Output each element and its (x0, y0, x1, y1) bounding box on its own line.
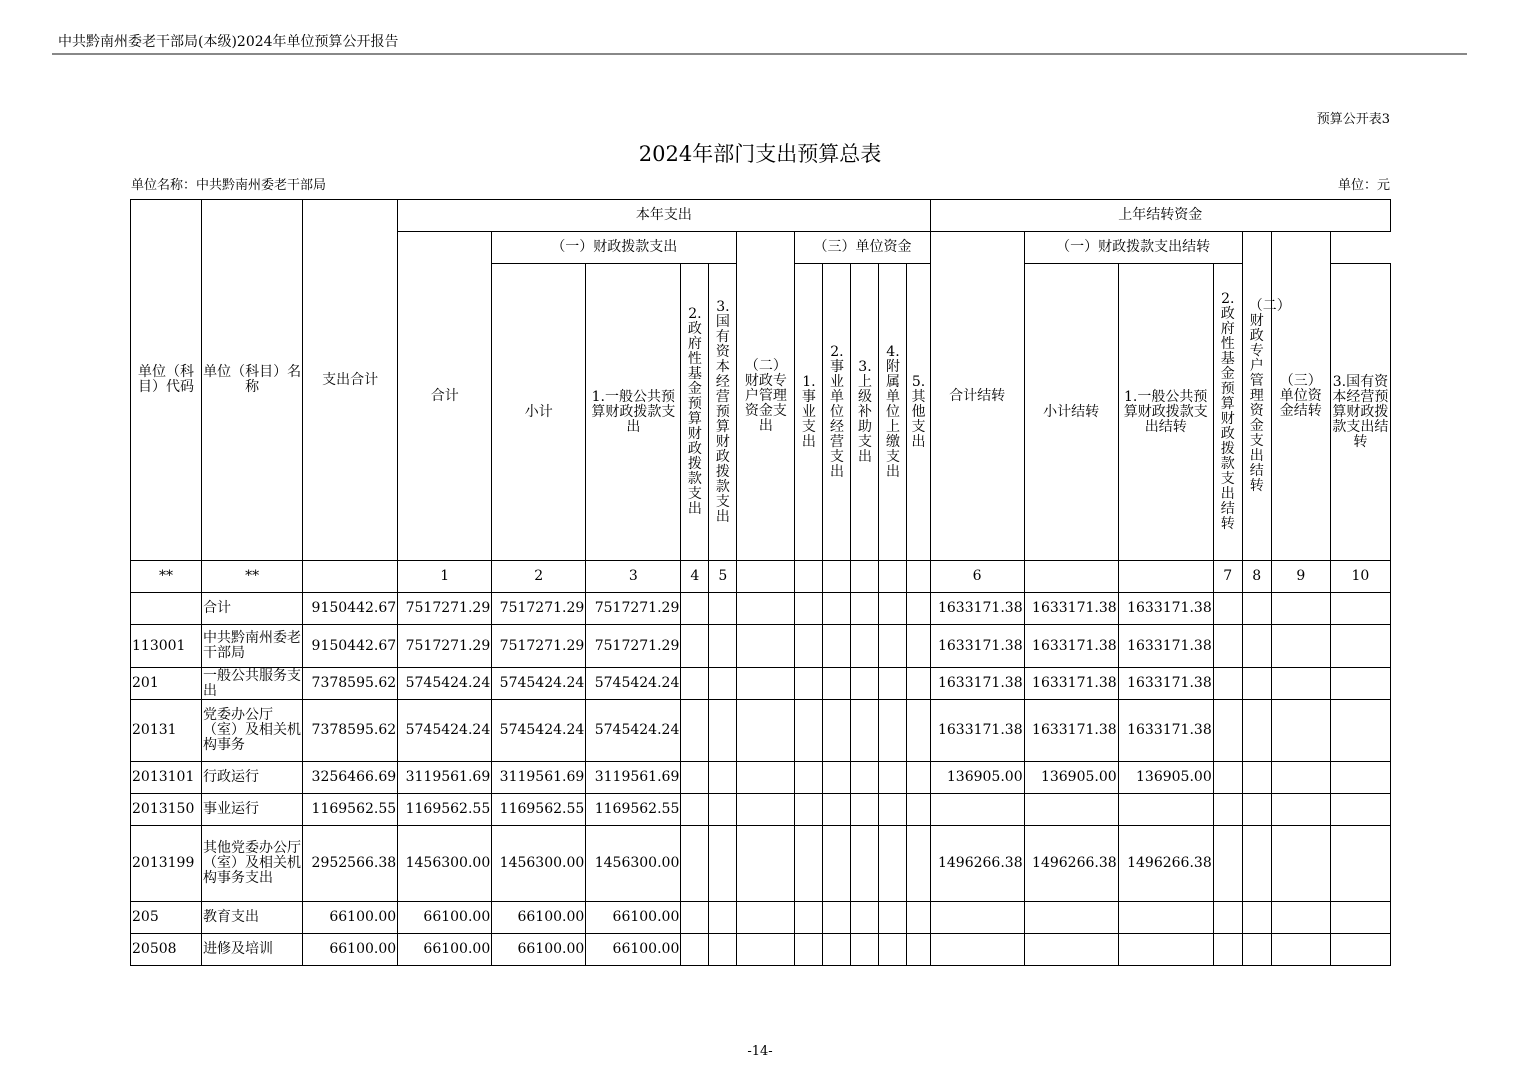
amount-cell (737, 762, 795, 794)
row-code: 205 (131, 902, 202, 934)
header-cy-unit: （三）单位资金 (795, 232, 930, 264)
row-name: 合计 (202, 593, 303, 625)
header-prior-carryover: 上年结转资金 (930, 200, 1390, 232)
amount-cell: 1169562.55 (492, 794, 586, 826)
index-cell: 10 (1330, 561, 1390, 593)
amount-cell (1242, 625, 1271, 668)
header-pc-fiscal: （一）财政拨款支出结转 (1024, 232, 1242, 264)
page-number: -14- (747, 1044, 773, 1059)
amount-cell (907, 593, 930, 625)
amount-cell (681, 762, 709, 794)
amount-cell (907, 668, 930, 700)
amount-cell (907, 700, 930, 762)
amount-cell: 7517271.29 (492, 625, 586, 668)
amount-cell (879, 593, 907, 625)
form-number: 预算公开表3 (1316, 112, 1390, 127)
row-name: 一般公共服务支出 (203, 667, 302, 699)
amount-cell (709, 902, 737, 934)
amount-cell: 1496266.38 (1118, 826, 1213, 902)
amount-cell: 7517271.29 (586, 625, 681, 668)
amount-cell (709, 593, 737, 625)
amount-cell: 1456300.00 (586, 826, 681, 902)
page-header: 中共黔南州委老干部局(本级)2024年单位预算公开报告 (58, 34, 399, 50)
amount-cell (879, 902, 907, 934)
amount-cell: 66100.00 (398, 902, 492, 934)
amount-cell (1024, 794, 1118, 826)
amount-cell (823, 794, 851, 826)
header-code: 单位（科目）代码 (131, 200, 202, 561)
amount-cell (879, 934, 907, 966)
index-cell (851, 561, 879, 593)
amount-cell (1271, 934, 1330, 966)
header-pc-general: 1.一般公共预算财政拨款支出结转 (1118, 264, 1213, 561)
amount-cell (737, 826, 795, 902)
amount-cell (1213, 625, 1242, 668)
amount-cell (795, 934, 823, 966)
amount-cell (1271, 625, 1330, 668)
header-pc-subtotal: 小计结转 (1024, 264, 1118, 561)
amount-cell: 5745424.24 (586, 700, 681, 762)
amount-cell (737, 794, 795, 826)
row-name: 行政运行 (202, 762, 303, 794)
amount-cell (851, 762, 879, 794)
amount-cell: 2952566.38 (303, 826, 398, 902)
amount-cell (1118, 794, 1213, 826)
index-cell (737, 561, 795, 593)
table-row (131, 934, 1391, 966)
amount-cell (823, 934, 851, 966)
amount-cell (851, 593, 879, 625)
index-cell (1118, 561, 1213, 593)
amount-cell (1330, 794, 1390, 826)
amount-cell: 3119561.69 (398, 762, 492, 794)
amount-cell (907, 625, 930, 668)
amount-cell (795, 668, 823, 700)
table-row (131, 593, 1391, 625)
amount-cell (1330, 593, 1390, 625)
amount-cell (1213, 934, 1242, 966)
amount-cell (930, 794, 1024, 826)
amount-cell: 136905.00 (1118, 762, 1213, 794)
index-cell (879, 561, 907, 593)
index-cell (303, 561, 398, 593)
amount-cell (681, 934, 709, 966)
amount-cell (851, 794, 879, 826)
amount-cell: 66100.00 (398, 934, 492, 966)
amount-cell: 1633171.38 (1024, 625, 1118, 668)
amount-cell (737, 700, 795, 762)
amount-cell: 1496266.38 (930, 826, 1024, 902)
amount-cell: 3119561.69 (492, 762, 586, 794)
amount-cell: 7517271.29 (492, 593, 586, 625)
row-name: 事业运行 (202, 794, 303, 826)
amount-cell (795, 826, 823, 902)
row-name: 教育支出 (202, 902, 303, 934)
index-cell: ** (131, 561, 202, 593)
amount-cell: 1633171.38 (930, 625, 1024, 668)
amount-cell: 1169562.55 (586, 794, 681, 826)
amount-cell (1024, 902, 1118, 934)
amount-cell: 5745424.24 (586, 668, 681, 700)
amount-cell: 66100.00 (586, 934, 681, 966)
header-cy-u1: 1.事业支出 (795, 264, 823, 561)
amount-cell (681, 794, 709, 826)
amount-cell (1330, 934, 1390, 966)
amount-cell: 1633171.38 (930, 700, 1024, 762)
table-row (131, 625, 1391, 668)
index-cell (823, 561, 851, 593)
amount-cell: 1633171.38 (1118, 700, 1213, 762)
amount-cell: 1633171.38 (930, 593, 1024, 625)
index-cell: ** (202, 561, 303, 593)
amount-cell (795, 794, 823, 826)
amount-cell: 3119561.69 (586, 762, 681, 794)
amount-cell (1242, 794, 1271, 826)
amount-cell (907, 902, 930, 934)
amount-cell (709, 625, 737, 668)
header-pc-unit: （三）单位资金结转 (1271, 232, 1330, 561)
amount-cell (879, 794, 907, 826)
amount-cell (795, 762, 823, 794)
header-cy-u4: 4.附属单位上缴支出 (879, 264, 907, 561)
amount-cell (879, 826, 907, 902)
header-cy-gov-fund: 2.政府性基金预算财政拨款支出 (681, 264, 709, 561)
header-pc-gov-fund: 2.政府性基金预算财政拨款支出结转 (1213, 264, 1242, 561)
amount-cell (823, 826, 851, 902)
amount-cell: 5745424.24 (492, 700, 586, 762)
amount-cell: 66100.00 (586, 902, 681, 934)
amount-cell (1024, 934, 1118, 966)
amount-cell: 1456300.00 (492, 826, 586, 902)
amount-cell: 5745424.24 (492, 668, 586, 700)
table-row (131, 762, 1391, 794)
table-row (131, 794, 1391, 826)
row-code: 20508 (131, 934, 202, 966)
row-code: 2013150 (131, 794, 202, 826)
amount-cell (907, 794, 930, 826)
amount-cell: 136905.00 (930, 762, 1024, 794)
amount-cell (795, 625, 823, 668)
table-row (131, 700, 1391, 762)
amount-cell: 7517271.29 (398, 593, 492, 625)
currency-unit: 单位：元 (1337, 178, 1390, 193)
amount-cell (907, 762, 930, 794)
amount-cell (1271, 700, 1330, 762)
amount-cell (1271, 762, 1330, 794)
amount-cell (1271, 794, 1330, 826)
header-cy-u5: 5.其他支出 (907, 264, 930, 561)
header-cy-state-capital: 3.国有资本经营预算财政拨款支出 (709, 264, 737, 561)
amount-cell (1330, 902, 1390, 934)
budget-table (130, 199, 1391, 966)
amount-cell (851, 700, 879, 762)
amount-cell: 7378595.62 (303, 700, 398, 762)
amount-cell (823, 625, 851, 668)
table-row (131, 826, 1391, 902)
amount-cell (851, 934, 879, 966)
amount-cell (907, 826, 930, 902)
amount-cell (851, 668, 879, 700)
amount-cell (823, 700, 851, 762)
amount-cell (737, 902, 795, 934)
index-cell: 8 (1242, 561, 1271, 593)
amount-cell: 1633171.38 (1024, 668, 1118, 700)
amount-cell: 1496266.38 (1024, 826, 1118, 902)
amount-cell (681, 668, 709, 700)
amount-cell (1271, 826, 1330, 902)
index-cell (1024, 561, 1118, 593)
header-pc-special: （二）财政专户管理资金支出结转 (1242, 232, 1271, 561)
amount-cell: 1456300.00 (398, 826, 492, 902)
amount-cell (681, 826, 709, 902)
amount-cell (737, 934, 795, 966)
header-rule (52, 53, 1467, 55)
amount-cell (681, 902, 709, 934)
amount-cell (1242, 762, 1271, 794)
amount-cell (681, 625, 709, 668)
row-name: 其他党委办公厅（室）及相关机构事务支出 (202, 826, 303, 902)
amount-cell (851, 902, 879, 934)
amount-cell: 1633171.38 (930, 668, 1024, 700)
amount-cell: 9150442.67 (303, 593, 398, 625)
amount-cell (709, 700, 737, 762)
amount-cell (851, 625, 879, 668)
amount-cell: 1633171.38 (1118, 668, 1213, 700)
amount-cell: 66100.00 (303, 934, 398, 966)
amount-cell (1213, 762, 1242, 794)
header-cy-u3: 3.上级补助支出 (851, 264, 879, 561)
header-cy-total: 合计 (398, 232, 492, 561)
row-code: 2013199 (131, 826, 202, 902)
amount-cell (795, 902, 823, 934)
amount-cell (1242, 934, 1271, 966)
header-name: 单位（科目）名称 (202, 200, 303, 561)
amount-cell (1330, 700, 1390, 762)
amount-cell (1213, 700, 1242, 762)
amount-cell (795, 593, 823, 625)
amount-cell: 7517271.29 (586, 593, 681, 625)
amount-cell (737, 593, 795, 625)
amount-cell (823, 668, 851, 700)
header-current-year: 本年支出 (398, 200, 930, 232)
amount-cell: 136905.00 (1024, 762, 1118, 794)
unit-name: 单位名称：中共黔南州委老干部局 (131, 178, 327, 193)
amount-cell (1213, 794, 1242, 826)
amount-cell (795, 700, 823, 762)
amount-cell: 1169562.55 (303, 794, 398, 826)
amount-cell (930, 934, 1024, 966)
amount-cell: 3256466.69 (303, 762, 398, 794)
row-name: 党委办公厅（室）及相关机构事务 (202, 700, 303, 762)
amount-cell (737, 625, 795, 668)
amount-cell: 5745424.24 (398, 668, 492, 700)
amount-cell (1330, 762, 1390, 794)
amount-cell (1330, 668, 1390, 700)
table-row (131, 668, 1391, 700)
amount-cell (1213, 668, 1242, 700)
header-cy-special: （二）财政专户管理资金支出 (737, 232, 795, 561)
amount-cell (709, 934, 737, 966)
row-code: 20131 (131, 700, 202, 762)
amount-cell: 7517271.29 (398, 625, 492, 668)
amount-cell: 1633171.38 (1118, 593, 1213, 625)
amount-cell (851, 826, 879, 902)
amount-cell (681, 700, 709, 762)
amount-cell: 7378595.62 (303, 668, 398, 700)
index-cell: 3 (586, 561, 681, 593)
index-row (131, 561, 1391, 593)
row-code: 2013101 (131, 762, 202, 794)
amount-cell: 1633171.38 (1024, 700, 1118, 762)
header-cy-subtotal: 小计 (492, 264, 586, 561)
index-cell: 1 (398, 561, 492, 593)
row-code (131, 593, 202, 625)
amount-cell (1118, 902, 1213, 934)
amount-cell (709, 668, 737, 700)
index-cell: 4 (681, 561, 709, 593)
header-cy-fiscal: （一）财政拨款支出 (492, 232, 737, 264)
amount-cell: 1169562.55 (398, 794, 492, 826)
amount-cell (1330, 826, 1390, 902)
amount-cell: 5745424.24 (398, 700, 492, 762)
amount-cell (1242, 593, 1271, 625)
row-name: 中共黔南州委老干部局 (202, 625, 303, 668)
header-pc-total: 合计结转 (930, 232, 1024, 561)
amount-cell: 1633171.38 (1024, 593, 1118, 625)
amount-cell (1213, 593, 1242, 625)
amount-cell (879, 668, 907, 700)
table-row (131, 902, 1391, 934)
amount-cell: 66100.00 (492, 934, 586, 966)
amount-cell (1271, 593, 1330, 625)
amount-cell: 1633171.38 (1118, 625, 1213, 668)
amount-cell (823, 593, 851, 625)
amount-cell (1242, 700, 1271, 762)
amount-cell (879, 625, 907, 668)
index-cell: 2 (492, 561, 586, 593)
index-cell: 5 (709, 561, 737, 593)
amount-cell (879, 700, 907, 762)
amount-cell (1242, 668, 1271, 700)
row-code: 113001 (131, 625, 202, 668)
header-pc-state-capital: 3.国有资本经营预算财政拨款支出结转 (1330, 264, 1390, 561)
amount-cell (709, 794, 737, 826)
header-cy-general: 1.一般公共预算财政拨款支出 (586, 264, 681, 561)
amount-cell (1213, 826, 1242, 902)
amount-cell (709, 826, 737, 902)
amount-cell (907, 934, 930, 966)
row-code: 201 (131, 668, 202, 700)
amount-cell (1271, 668, 1330, 700)
amount-cell (1242, 826, 1271, 902)
amount-cell (930, 902, 1024, 934)
index-cell (907, 561, 930, 593)
index-cell: 7 (1213, 561, 1242, 593)
index-cell (795, 561, 823, 593)
index-cell: 9 (1271, 561, 1330, 593)
amount-cell (1271, 902, 1330, 934)
amount-cell (709, 762, 737, 794)
index-cell: 6 (930, 561, 1024, 593)
amount-cell (823, 902, 851, 934)
amount-cell (737, 668, 795, 700)
amount-cell (1118, 934, 1213, 966)
header-cy-u2: 2.事业单位经营支出 (823, 264, 851, 561)
amount-cell (1213, 902, 1242, 934)
row-name: 进修及培训 (202, 934, 303, 966)
header-total: 支出合计 (303, 200, 398, 561)
amount-cell: 66100.00 (303, 902, 398, 934)
amount-cell (823, 762, 851, 794)
page-title: 2024年部门支出预算总表 (638, 142, 882, 166)
amount-cell (681, 593, 709, 625)
amount-cell (1242, 902, 1271, 934)
amount-cell: 9150442.67 (303, 625, 398, 668)
amount-cell (1330, 625, 1390, 668)
amount-cell: 66100.00 (492, 902, 586, 934)
amount-cell (879, 762, 907, 794)
